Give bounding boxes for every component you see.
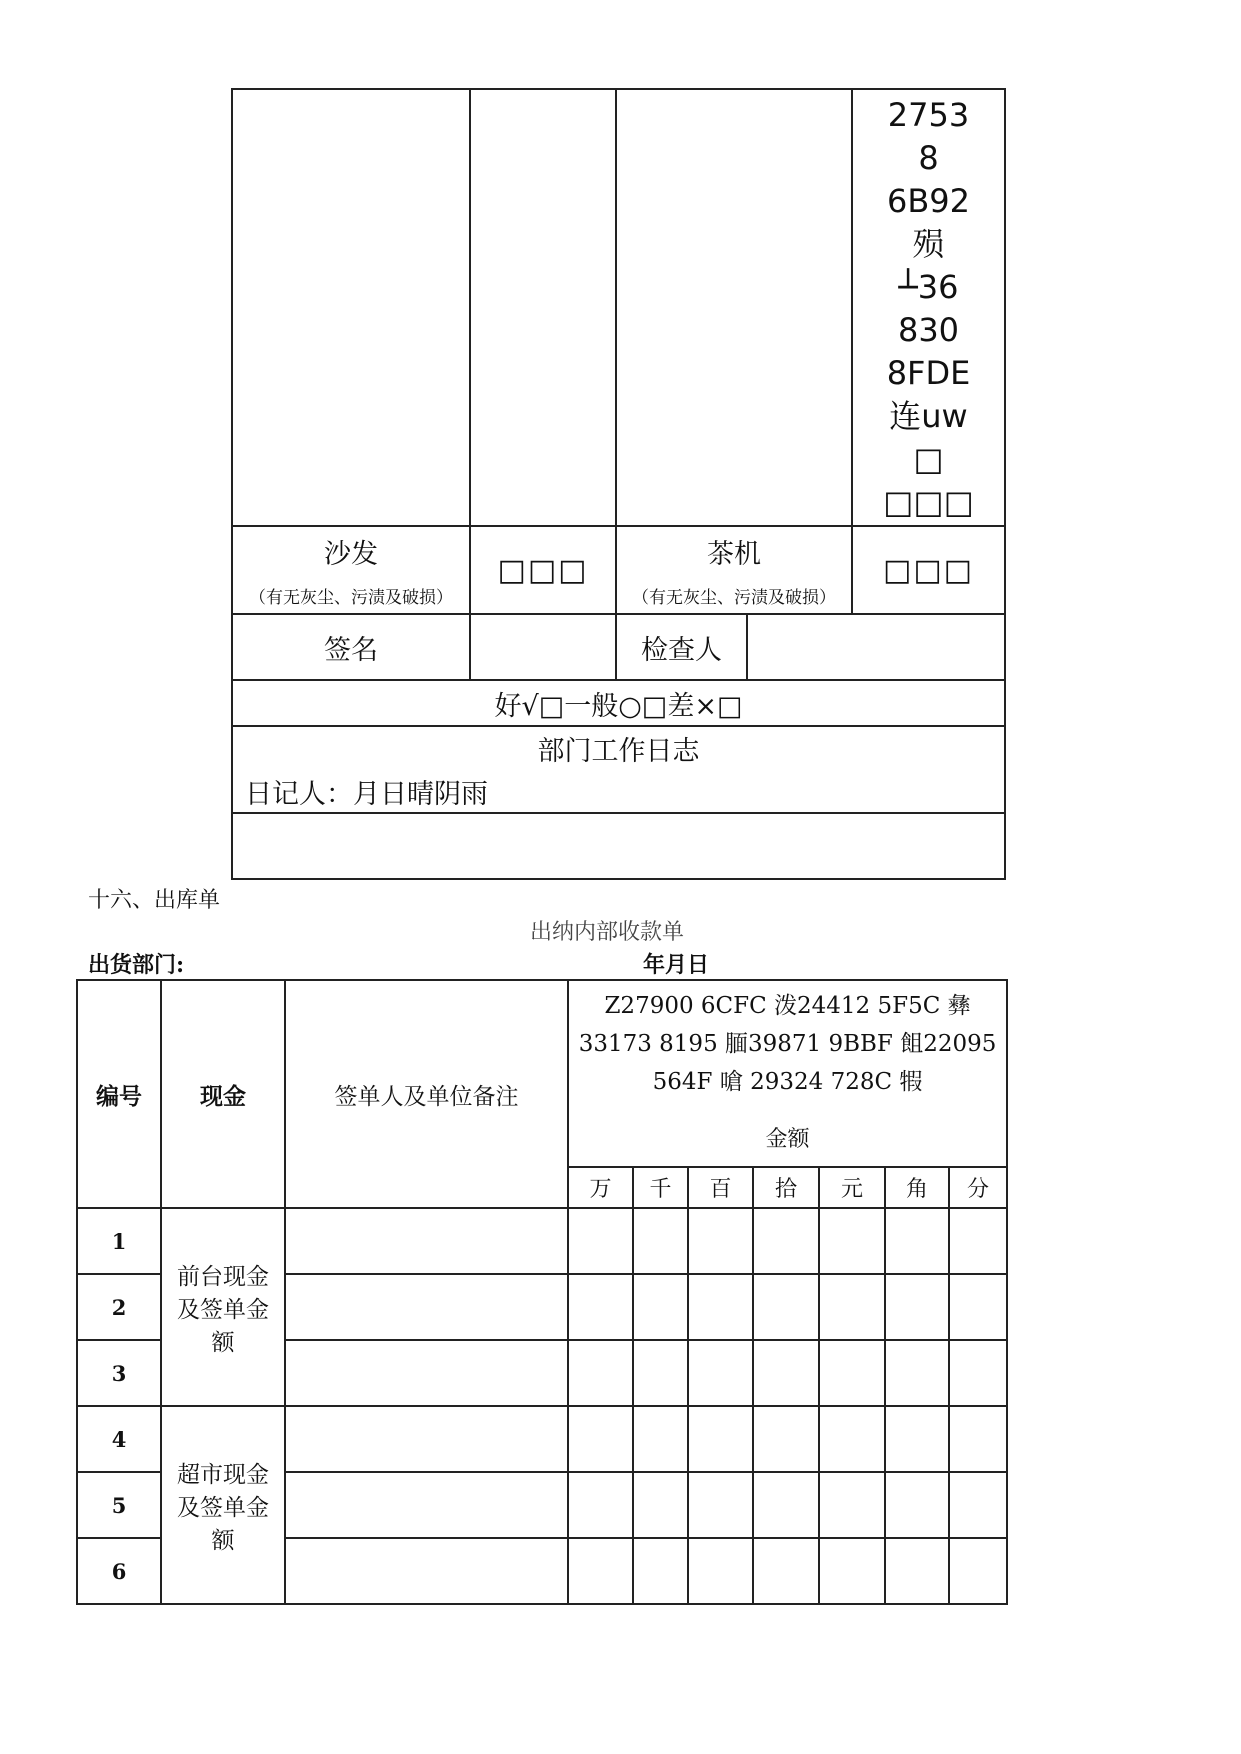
amount-digit-cell[interactable]	[885, 1274, 949, 1340]
code-line: □□□	[883, 483, 974, 521]
row-number: 4	[77, 1406, 161, 1472]
amount-digit-cell[interactable]	[885, 1472, 949, 1538]
amount-label: 金额	[765, 1127, 810, 1152]
amount-digit-cell[interactable]	[568, 1538, 633, 1604]
row-number: 3	[77, 1340, 161, 1406]
sofa-label: 沙发	[324, 539, 378, 570]
inspector-field[interactable]	[747, 614, 1005, 680]
amount-digit-cell[interactable]	[949, 1340, 1007, 1406]
signer-field[interactable]	[285, 1340, 568, 1406]
amount-digit-cell[interactable]	[688, 1538, 753, 1604]
sofa-checkboxes[interactable]: □□□	[470, 526, 616, 614]
amount-digit-cell[interactable]	[633, 1472, 688, 1538]
tea-table-checkboxes[interactable]: □□□	[852, 526, 1005, 614]
digit-header: 分	[949, 1167, 1007, 1208]
signature-label: 签名	[232, 614, 470, 680]
blank-cell	[232, 89, 470, 526]
code-line: 2753	[887, 96, 970, 134]
amount-digit-cell[interactable]	[633, 1538, 688, 1604]
group-label-line: 及签单金	[177, 1296, 269, 1323]
amount-digit-cell[interactable]	[753, 1472, 819, 1538]
group-label-line: 额	[211, 1527, 235, 1554]
amount-digit-cell[interactable]	[633, 1274, 688, 1340]
amount-digit-cell[interactable]	[633, 1208, 688, 1274]
row-number: 5	[77, 1472, 161, 1538]
amount-digit-cell[interactable]	[568, 1274, 633, 1340]
amount-digit-cell[interactable]	[949, 1472, 1007, 1538]
digit-header: 万	[568, 1167, 633, 1208]
amount-digit-cell[interactable]	[819, 1340, 885, 1406]
code-text: Z27900 6CFC 泼24412 5F5C 彝 33173 8195 腼39871 9BBF 飷22095 564F 嗆 29324 728C 犌	[578, 993, 997, 1095]
tea-table-cell	[616, 526, 852, 614]
code-line: 8	[918, 139, 939, 177]
group-label-line: 额	[211, 1329, 235, 1356]
number-header: 编号	[77, 980, 161, 1208]
amount-digit-cell[interactable]	[949, 1538, 1007, 1604]
amount-digit-cell[interactable]	[753, 1538, 819, 1604]
amount-digit-cell[interactable]	[885, 1406, 949, 1472]
group-label-line: 前台现金	[177, 1263, 269, 1290]
code-line: 连uw	[889, 397, 968, 435]
signer-field[interactable]	[285, 1274, 568, 1340]
amount-digit-cell[interactable]	[819, 1208, 885, 1274]
group-label-supermarket	[161, 1406, 285, 1604]
amount-digit-cell[interactable]	[633, 1340, 688, 1406]
receipt-table	[76, 979, 1008, 1605]
amount-digit-cell[interactable]	[753, 1274, 819, 1340]
signer-field[interactable]	[285, 1208, 568, 1274]
log-recorder-line: 日记人：月日晴阴雨	[232, 770, 1005, 813]
amount-digit-cell[interactable]	[885, 1340, 949, 1406]
section-title: 十六、出库单	[88, 888, 221, 913]
amount-digit-cell[interactable]	[753, 1208, 819, 1274]
digit-header: 元	[819, 1167, 885, 1208]
group-label-line: 及签单金	[177, 1494, 269, 1521]
sofa-note: （有无灰尘、污渍及破损）	[249, 588, 453, 608]
code-line: 6B92	[886, 182, 971, 220]
code-line: 8FDE	[886, 354, 971, 392]
amount-digit-cell[interactable]	[819, 1538, 885, 1604]
amount-digit-cell[interactable]	[753, 1340, 819, 1406]
amount-digit-cell[interactable]	[568, 1340, 633, 1406]
signer-field[interactable]	[285, 1472, 568, 1538]
date-label: 年月日	[643, 952, 710, 978]
amount-digit-cell[interactable]	[568, 1208, 633, 1274]
amount-digit-cell[interactable]	[568, 1406, 633, 1472]
blank-cell	[616, 89, 852, 526]
form-title: 出纳内部收款单	[530, 920, 685, 945]
amount-digit-cell[interactable]	[688, 1340, 753, 1406]
digit-header: 百	[688, 1167, 753, 1208]
code-text-cell	[852, 89, 1005, 526]
tea-table-note: （有无灰尘、污渍及破损）	[632, 588, 836, 608]
code-line: 830	[897, 311, 960, 349]
row-number: 6	[77, 1538, 161, 1604]
amount-digit-cell[interactable]	[819, 1274, 885, 1340]
code-line: 殒	[912, 225, 945, 263]
group-label-line: 超市现金	[177, 1461, 269, 1488]
amount-digit-cell[interactable]	[633, 1406, 688, 1472]
amount-digit-cell[interactable]	[688, 1274, 753, 1340]
amount-digit-cell[interactable]	[688, 1472, 753, 1538]
amount-digit-cell[interactable]	[568, 1472, 633, 1538]
inspection-form-table	[231, 88, 1006, 880]
signer-field[interactable]	[285, 1406, 568, 1472]
amount-digit-cell[interactable]	[753, 1406, 819, 1472]
sofa-cell	[232, 526, 470, 614]
row-number: 2	[77, 1274, 161, 1340]
amount-digit-cell[interactable]	[949, 1406, 1007, 1472]
signer-header: 签单人及单位备注	[285, 980, 568, 1208]
code-line: □	[913, 440, 944, 478]
table-row	[77, 1406, 1007, 1472]
table-row	[77, 1208, 1007, 1274]
row-number: 1	[77, 1208, 161, 1274]
group-label-front-desk	[161, 1208, 285, 1406]
inspector-label: 检查人	[616, 614, 747, 680]
code-line: ┴36	[898, 268, 959, 306]
rating-legend: 好√□一般○□差×□	[232, 680, 1005, 726]
amount-digit-cell[interactable]	[885, 1208, 949, 1274]
amount-digit-cell[interactable]	[949, 1274, 1007, 1340]
amount-digit-cell[interactable]	[949, 1208, 1007, 1274]
amount-digit-cell[interactable]	[819, 1406, 885, 1472]
amount-header-cell	[568, 980, 1007, 1167]
tea-table-label: 茶机	[707, 539, 761, 570]
cash-header: 现金	[161, 980, 285, 1208]
signature-field[interactable]	[470, 614, 616, 680]
blank-cell	[470, 89, 616, 526]
amount-digit-cell[interactable]	[688, 1208, 753, 1274]
digit-header: 拾	[753, 1167, 819, 1208]
dept-label: 出货部门:	[88, 952, 185, 978]
signer-field[interactable]	[285, 1538, 568, 1604]
digit-header: 千	[633, 1167, 688, 1208]
amount-digit-cell[interactable]	[819, 1472, 885, 1538]
log-entry-field[interactable]	[232, 813, 1005, 879]
amount-digit-cell[interactable]	[688, 1406, 753, 1472]
amount-digit-cell[interactable]	[885, 1538, 949, 1604]
digit-header: 角	[885, 1167, 949, 1208]
log-title: 部门工作日志	[232, 726, 1005, 770]
